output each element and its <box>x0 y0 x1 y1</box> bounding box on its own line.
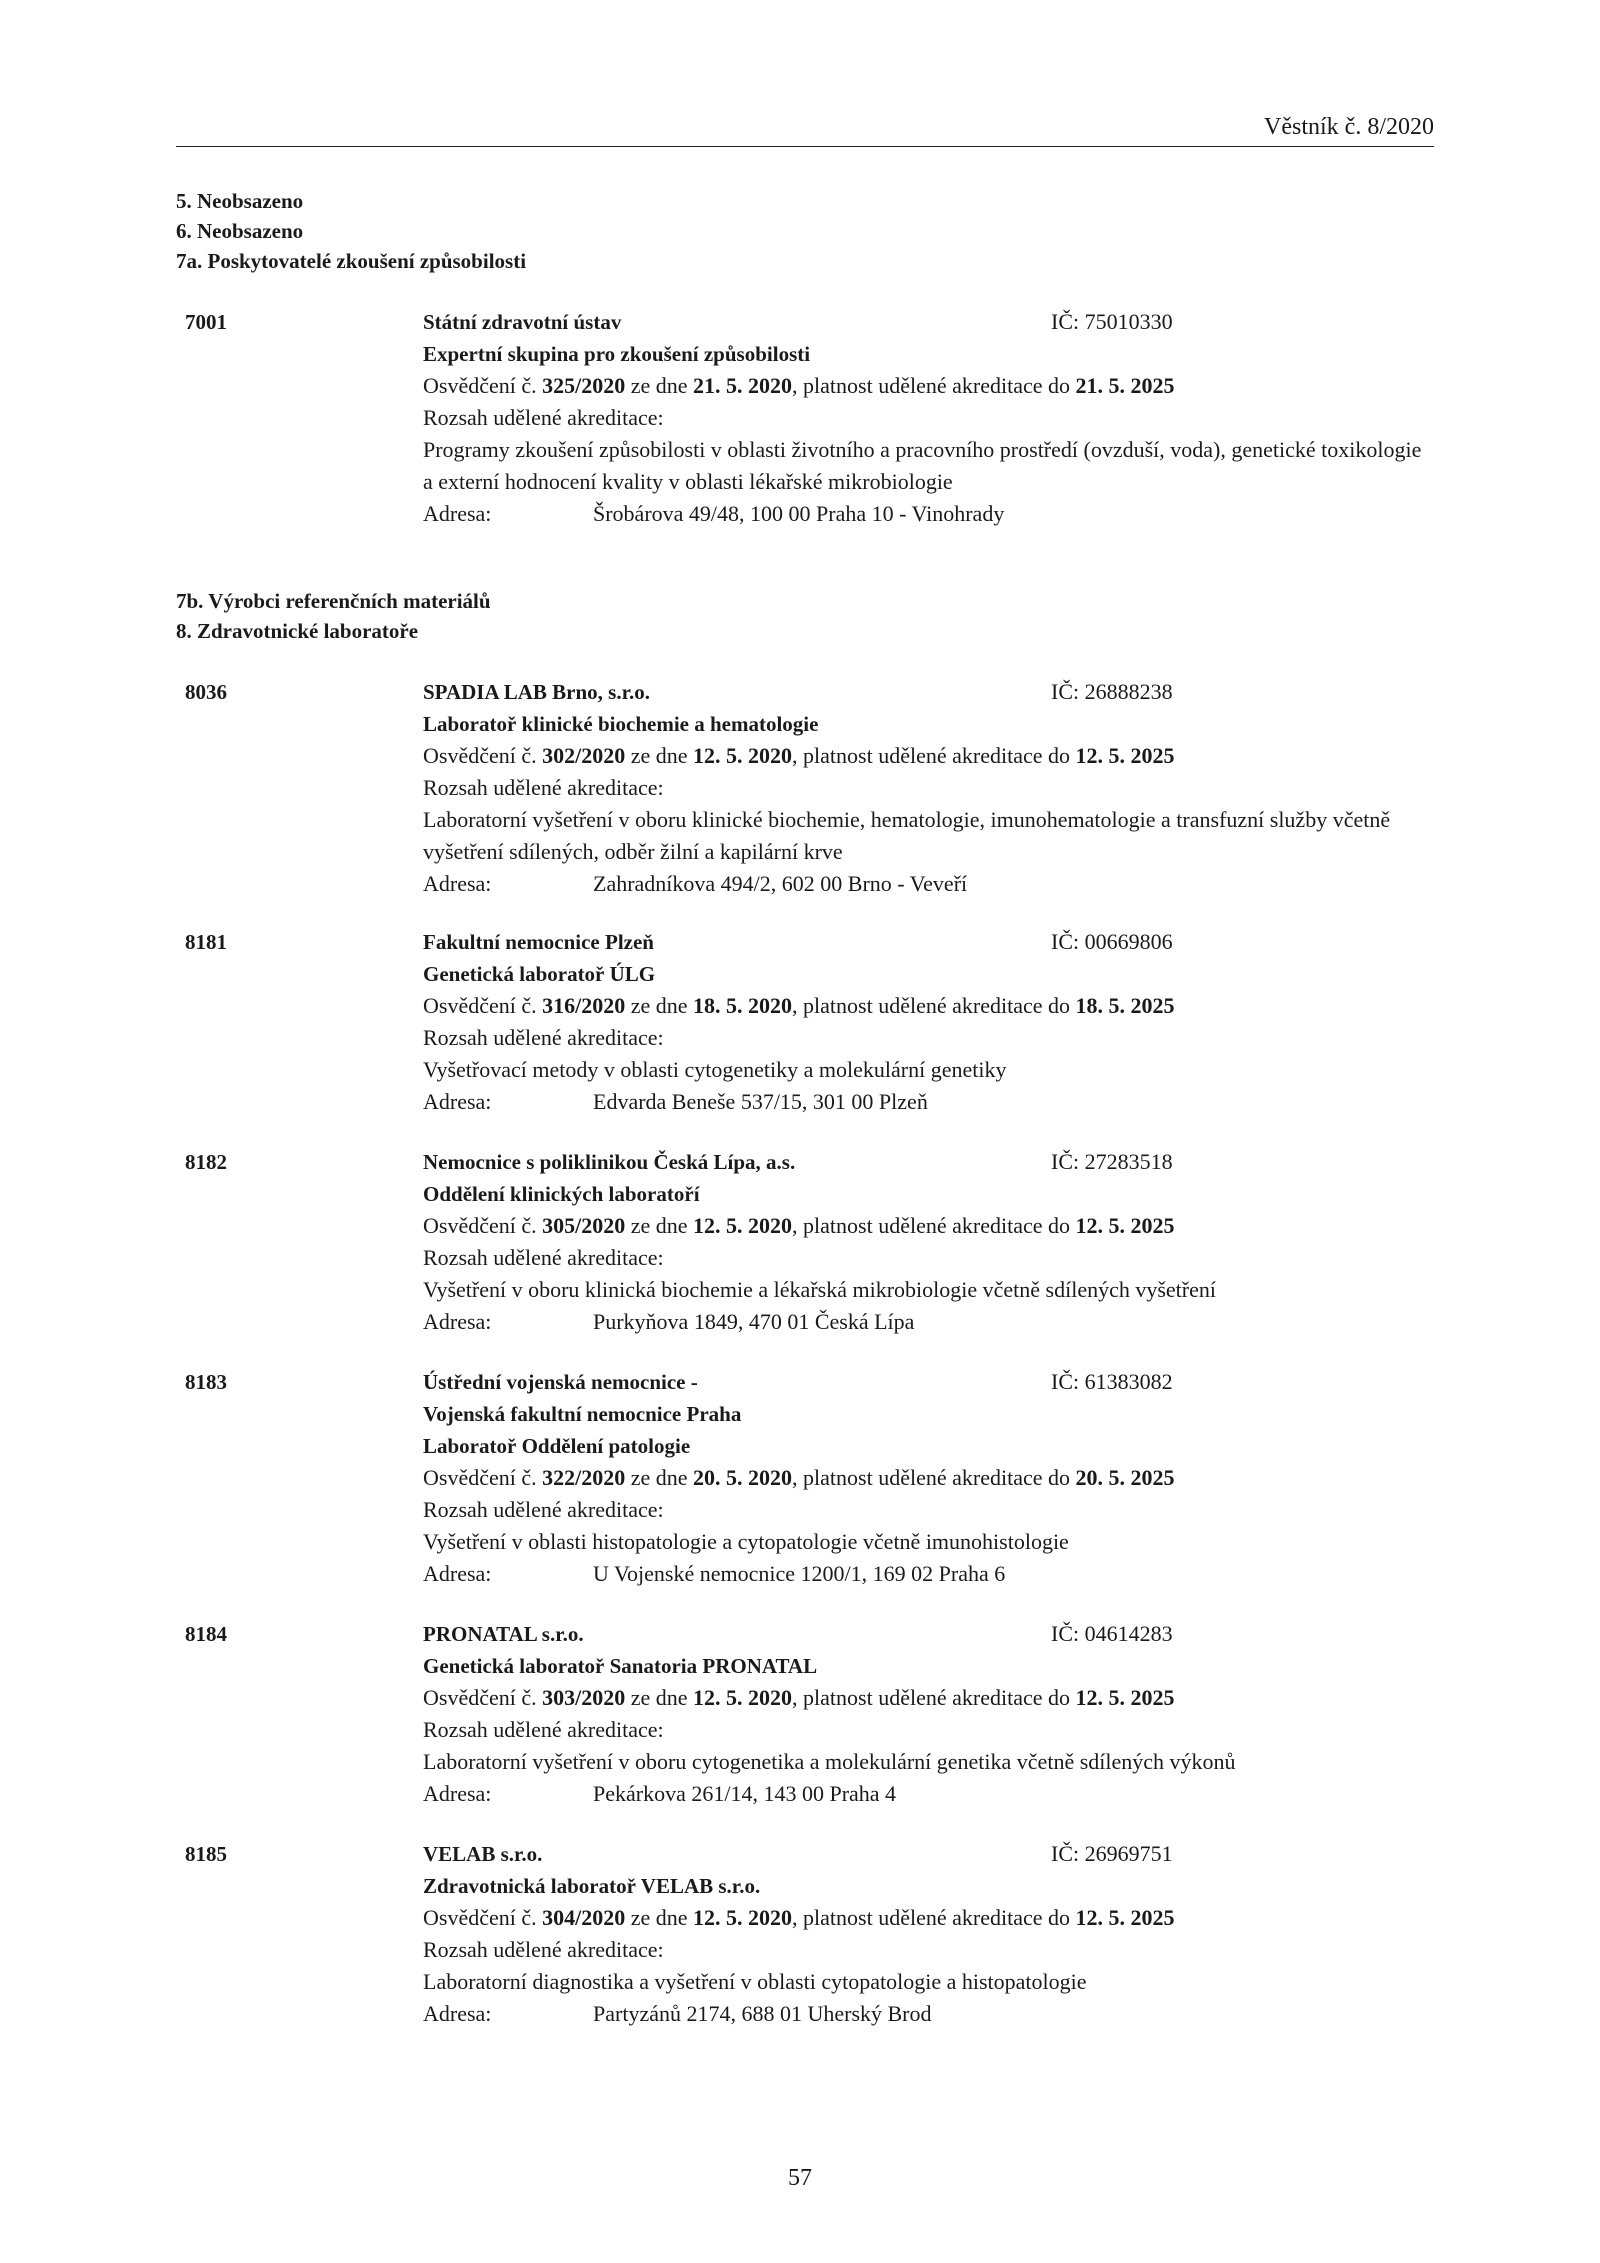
cert-number: 316/2020 <box>542 993 626 1018</box>
ic-value: 26969751 <box>1084 1841 1173 1866</box>
ic-value: 27283518 <box>1084 1149 1173 1174</box>
cert-prefix: Osvědčení č. <box>423 373 537 398</box>
address-line <box>423 1558 1433 1590</box>
address-label: Adresa: <box>423 2001 492 2026</box>
valid-to: 12. 5. 2025 <box>1075 743 1175 768</box>
scope-label: Rozsah udělené akreditace: <box>423 1025 664 1050</box>
address-value: Zahradníkova 494/2, 602 00 Brno - Veveří <box>593 871 968 896</box>
scope-text: Vyšetření v oboru klinická biochemie a lékařská mikrobiologie včetně sdílených vyšetření <box>423 1277 1216 1302</box>
entry-number: 8183 <box>185 1370 227 1394</box>
ic-label: IČ: <box>1051 1149 1080 1174</box>
org-name-cont: Vojenská fakultní nemocnice Praha <box>423 1402 742 1426</box>
ic-label: IČ: <box>1051 1621 1080 1646</box>
certificate-line <box>423 1462 1433 1494</box>
page-number: 57 <box>788 2165 812 2191</box>
entry-number: 7001 <box>185 310 227 334</box>
address-value: Partyzánů 2174, 688 01 Uherský Brod <box>593 2001 932 2026</box>
cert-number: 302/2020 <box>542 743 626 768</box>
org-name: Ústřední vojenská nemocnice - <box>423 1370 698 1394</box>
ic-value: 00669806 <box>1084 929 1173 954</box>
ic-label: IČ: <box>1051 1369 1080 1394</box>
certificate-line <box>423 740 1433 772</box>
org-name: VELAB s.r.o. <box>423 1842 543 1866</box>
cert-date: 20. 5. 2020 <box>693 1465 793 1490</box>
cert-date: 18. 5. 2020 <box>693 993 793 1018</box>
valid-to: 21. 5. 2025 <box>1075 373 1175 398</box>
entry-number: 8185 <box>185 1842 227 1866</box>
scope-label: Rozsah udělené akreditace: <box>423 1497 664 1522</box>
org-unit: Zdravotnická laboratoř VELAB s.r.o. <box>423 1874 761 1898</box>
validity-text: , platnost udělené akreditace do <box>792 1685 1070 1710</box>
address-line <box>423 1778 1433 1810</box>
valid-to: 12. 5. 2025 <box>1075 1905 1175 1930</box>
date-prefix: ze dne <box>630 743 688 768</box>
section-heading: 5. Neobsazeno <box>176 189 304 213</box>
scope-label: Rozsah udělené akreditace: <box>423 1245 664 1270</box>
scope-label: Rozsah udělené akreditace: <box>423 405 664 430</box>
org-name: Fakultní nemocnice Plzeň <box>423 930 654 954</box>
org-name: PRONATAL s.r.o. <box>423 1622 584 1646</box>
cert-number: 304/2020 <box>542 1905 626 1930</box>
certificate-line <box>423 1682 1433 1714</box>
cert-prefix: Osvědčení č. <box>423 1905 537 1930</box>
address-label: Adresa: <box>423 1309 492 1334</box>
validity-text: , platnost udělené akreditace do <box>792 1465 1070 1490</box>
address-value: Edvarda Beneše 537/15, 301 00 Plzeň <box>593 1089 928 1114</box>
address-label: Adresa: <box>423 871 492 896</box>
ic-label: IČ: <box>1051 1841 1080 1866</box>
org-unit: Genetická laboratoř ÚLG <box>423 962 656 986</box>
section-heading: 7b. Výrobci referenčních materiálů <box>176 589 491 613</box>
address-line <box>423 1306 1433 1338</box>
date-prefix: ze dne <box>630 373 688 398</box>
org-name: SPADIA LAB Brno, s.r.o. <box>423 680 650 704</box>
date-prefix: ze dne <box>630 1465 688 1490</box>
org-name: Státní zdravotní ústav <box>423 310 622 334</box>
section-heading: 6. Neobsazeno <box>176 219 304 243</box>
valid-to: 20. 5. 2025 <box>1075 1465 1175 1490</box>
entry-number: 8182 <box>185 1150 227 1174</box>
cert-date: 12. 5. 2020 <box>693 1213 793 1238</box>
section-heading: 8. Zdravotnické laboratoře <box>176 619 419 643</box>
ic-value: 04614283 <box>1084 1621 1173 1646</box>
valid-to: 18. 5. 2025 <box>1075 993 1175 1018</box>
address-label: Adresa: <box>423 1781 492 1806</box>
entry-number: 8184 <box>185 1622 227 1646</box>
scope-text: Vyšetřovací metody v oblasti cytogenetiky a molekulární genetiky <box>423 1057 1007 1082</box>
cert-date: 12. 5. 2020 <box>693 743 793 768</box>
ic-label: IČ: <box>1051 929 1080 954</box>
address-line <box>423 498 1433 530</box>
scope-text: Laboratorní vyšetření v oboru klinické biochemie, hematologie, imunohematologie a transfuzní služby včetně vyšetření sdílených, odběr žilní a kapilární krve <box>423 807 1391 864</box>
date-prefix: ze dne <box>630 993 688 1018</box>
validity-text: , platnost udělené akreditace do <box>792 373 1070 398</box>
scope-text: Programy zkoušení způsobilosti v oblasti životního a pracovního prostředí (ovzduší, voda), genetické toxikologie a externí hodnocení kvality v oblasti lékařské mikrobiologie <box>423 437 1422 494</box>
cert-date: 12. 5. 2020 <box>693 1905 793 1930</box>
cert-number: 322/2020 <box>542 1465 626 1490</box>
ic-label: IČ: <box>1051 309 1080 334</box>
cert-prefix: Osvědčení č. <box>423 1213 537 1238</box>
org-unit: Laboratoř klinické biochemie a hematologie <box>423 712 819 736</box>
org-unit: Oddělení klinických laboratoří <box>423 1182 700 1206</box>
address-value: Pekárkova 261/14, 143 00 Praha 4 <box>593 1781 897 1806</box>
address-label: Adresa: <box>423 1561 492 1586</box>
certificate-line <box>423 990 1433 1022</box>
valid-to: 12. 5. 2025 <box>1075 1213 1175 1238</box>
address-line <box>423 1086 1433 1118</box>
cert-number: 325/2020 <box>542 373 626 398</box>
ic-value: 61383082 <box>1084 1369 1173 1394</box>
address-line <box>423 868 1433 900</box>
scope-label: Rozsah udělené akreditace: <box>423 775 664 800</box>
org-unit: Laboratoř Oddělení patologie <box>423 1434 691 1458</box>
cert-date: 12. 5. 2020 <box>693 1685 793 1710</box>
address-value: U Vojenské nemocnice 1200/1, 169 02 Praha 6 <box>593 1561 1006 1586</box>
cert-prefix: Osvědčení č. <box>423 993 537 1018</box>
org-unit: Genetická laboratoř Sanatoria PRONATAL <box>423 1654 818 1678</box>
validity-text: , platnost udělené akreditace do <box>792 993 1070 1018</box>
ic-value: 75010330 <box>1084 309 1173 334</box>
date-prefix: ze dne <box>630 1685 688 1710</box>
cert-number: 303/2020 <box>542 1685 626 1710</box>
scope-label: Rozsah udělené akreditace: <box>423 1937 664 1962</box>
validity-text: , platnost udělené akreditace do <box>792 1213 1070 1238</box>
org-name: Nemocnice s poliklinikou Česká Lípa, a.s. <box>423 1150 796 1174</box>
valid-to: 12. 5. 2025 <box>1075 1685 1175 1710</box>
org-unit: Expertní skupina pro zkoušení způsobilosti <box>423 342 811 366</box>
certificate-line <box>423 1210 1433 1242</box>
address-value: Šrobárova 49/48, 100 00 Praha 10 - Vinohrady <box>593 501 1005 526</box>
scope-text: Vyšetření v oblasti histopatologie a cytopatologie včetně imunohistologie <box>423 1529 1069 1554</box>
ic-value: 26888238 <box>1084 679 1173 704</box>
page-header <box>176 112 1434 147</box>
validity-text: , platnost udělené akreditace do <box>792 1905 1070 1930</box>
address-label: Adresa: <box>423 1089 492 1114</box>
address-label: Adresa: <box>423 501 492 526</box>
cert-prefix: Osvědčení č. <box>423 1465 537 1490</box>
entry-number: 8036 <box>185 680 227 704</box>
date-prefix: ze dne <box>630 1905 688 1930</box>
journal-title: Věstník č. 8/2020 <box>1264 114 1434 140</box>
ic-label: IČ: <box>1051 679 1080 704</box>
validity-text: , platnost udělené akreditace do <box>792 743 1070 768</box>
certificate-line <box>423 370 1433 402</box>
scope-text: Laboratorní diagnostika a vyšetření v oblasti cytopatologie a histopatologie <box>423 1969 1087 1994</box>
entry-number: 8181 <box>185 930 227 954</box>
cert-prefix: Osvědčení č. <box>423 743 537 768</box>
cert-prefix: Osvědčení č. <box>423 1685 537 1710</box>
date-prefix: ze dne <box>630 1213 688 1238</box>
cert-number: 305/2020 <box>542 1213 626 1238</box>
scope-text: Laboratorní vyšetření v oboru cytogenetika a molekulární genetika včetně sdílených výkonů <box>423 1749 1236 1774</box>
section-heading: 7a. Poskytovatelé zkoušení způsobilosti <box>176 249 527 273</box>
scope-label: Rozsah udělené akreditace: <box>423 1717 664 1742</box>
certificate-line <box>423 1902 1433 1934</box>
address-line <box>423 1998 1433 2030</box>
address-value: Purkyňova 1849, 470 01 Česká Lípa <box>593 1309 915 1334</box>
cert-date: 21. 5. 2020 <box>693 373 793 398</box>
